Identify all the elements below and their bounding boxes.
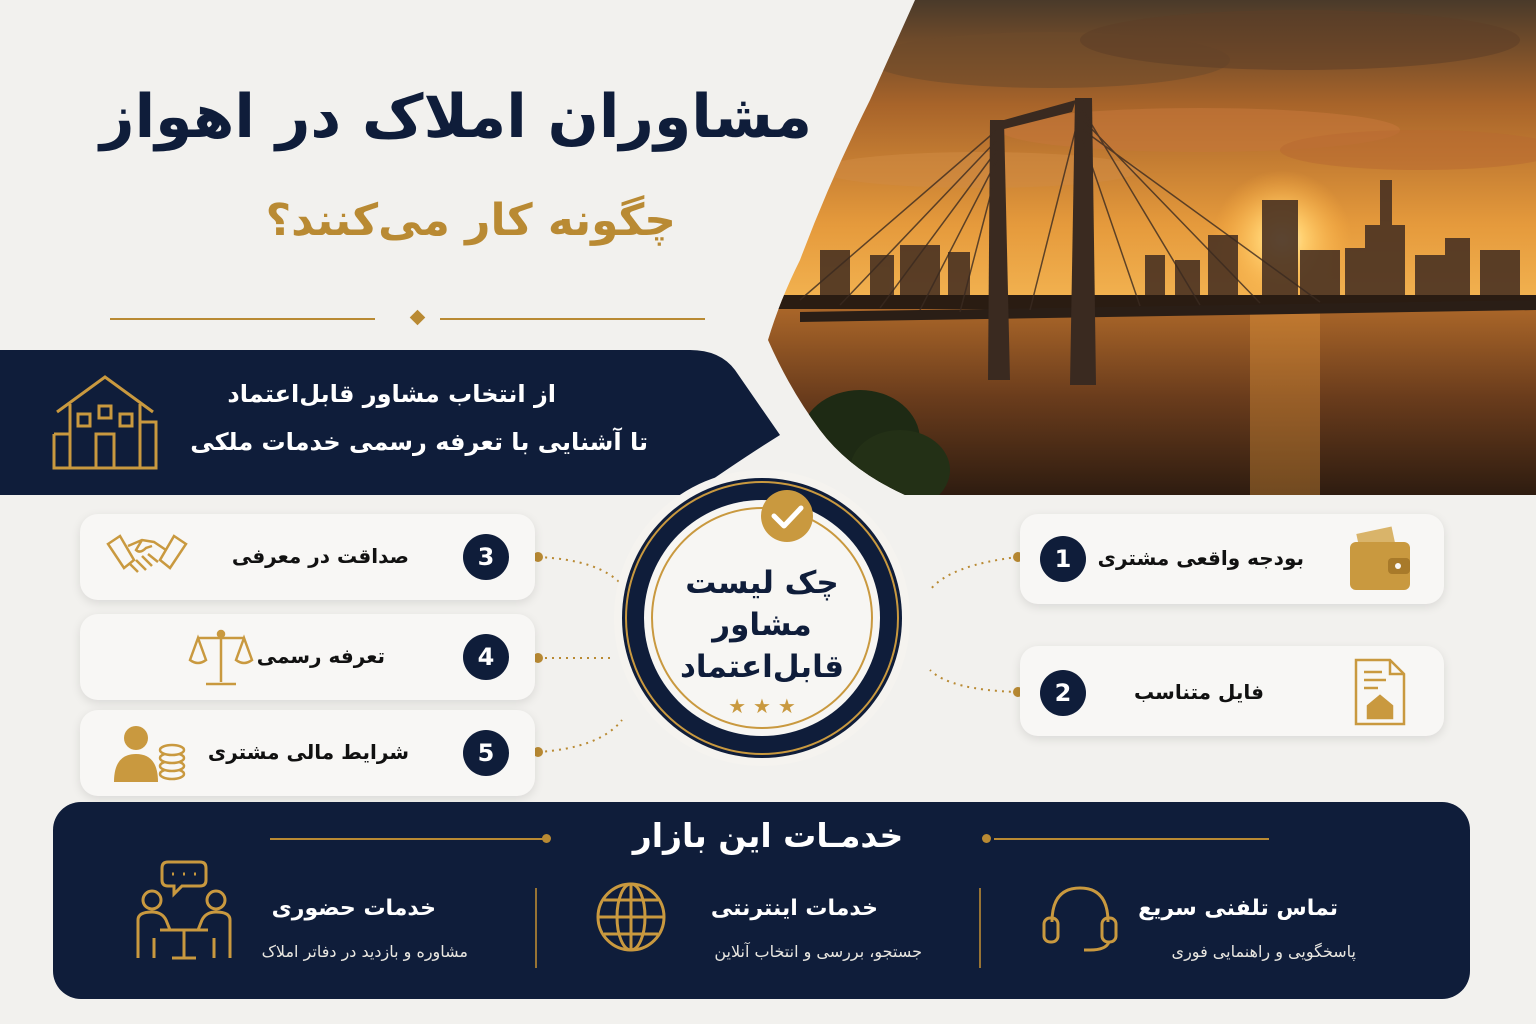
person-coins-icon <box>112 722 188 786</box>
checklist-item-4 <box>80 614 535 700</box>
checklist-item-2 <box>1020 646 1444 736</box>
services-dot-right <box>982 834 991 843</box>
badge-line-3: قابل‌اعتماد <box>679 649 845 685</box>
headset-icon <box>1040 882 1120 952</box>
item-number: 1 <box>1040 536 1086 582</box>
checklist-item-1 <box>1020 514 1444 604</box>
scales-icon <box>188 626 254 690</box>
check-icon <box>761 490 813 542</box>
service-separator <box>535 888 537 968</box>
service-title: خدمات اینترنتی <box>710 896 878 921</box>
checklist-item-5 <box>80 710 535 796</box>
item-number: 5 <box>463 730 509 776</box>
service-separator <box>979 888 981 968</box>
service-title: خدمات حضوری <box>271 896 436 921</box>
document-house-icon <box>1352 658 1408 726</box>
item-label: شرایط مالی مشتری <box>207 740 409 764</box>
services-divider-right <box>994 838 1269 840</box>
badge-stars: ★ ★ ★ <box>728 694 796 718</box>
banner-line-1: از انتخاب مشاور قابل‌اعتماد <box>227 380 556 408</box>
checklist-item-3 <box>80 514 535 600</box>
badge-line-2: مشاور <box>712 607 812 643</box>
badge-text <box>612 562 912 724</box>
item-number: 2 <box>1040 670 1086 716</box>
services-dot-left <box>542 834 551 843</box>
handshake-icon <box>106 530 188 586</box>
globe-icon <box>594 880 668 954</box>
item-label: تعرفه رسمی <box>256 644 385 668</box>
service-desc: جستجو، بررسی و انتخاب آنلاین <box>714 942 922 961</box>
page-subtitle: چگونه کار می‌کنند؟ <box>265 195 676 246</box>
banner-line-2: تا آشنایی با تعرفه رسمی خدمات ملکی <box>190 428 648 456</box>
badge-line-1: چک لیست <box>685 565 839 601</box>
service-desc: مشاوره و بازدید در دفاتر املاک <box>261 942 468 961</box>
wallet-icon <box>1348 526 1412 592</box>
item-label: صداقت در معرفی <box>231 544 409 568</box>
meeting-icon <box>132 858 236 962</box>
services-divider-left <box>270 838 545 840</box>
item-label: فایل متناسب <box>1134 680 1264 704</box>
page-title: مشاوران املاک در اهواز <box>100 82 812 152</box>
item-number: 3 <box>463 534 509 580</box>
service-desc: پاسخگویی و راهنمایی فوری <box>1171 942 1356 961</box>
title-divider <box>110 317 730 321</box>
service-title: تماس تلفنی سریع <box>1138 896 1338 921</box>
house-building-icon <box>52 372 158 472</box>
services-title: خدمـات این بازار <box>632 816 904 855</box>
item-label: بودجه واقعی مشتری <box>1097 546 1304 570</box>
item-number: 4 <box>463 634 509 680</box>
